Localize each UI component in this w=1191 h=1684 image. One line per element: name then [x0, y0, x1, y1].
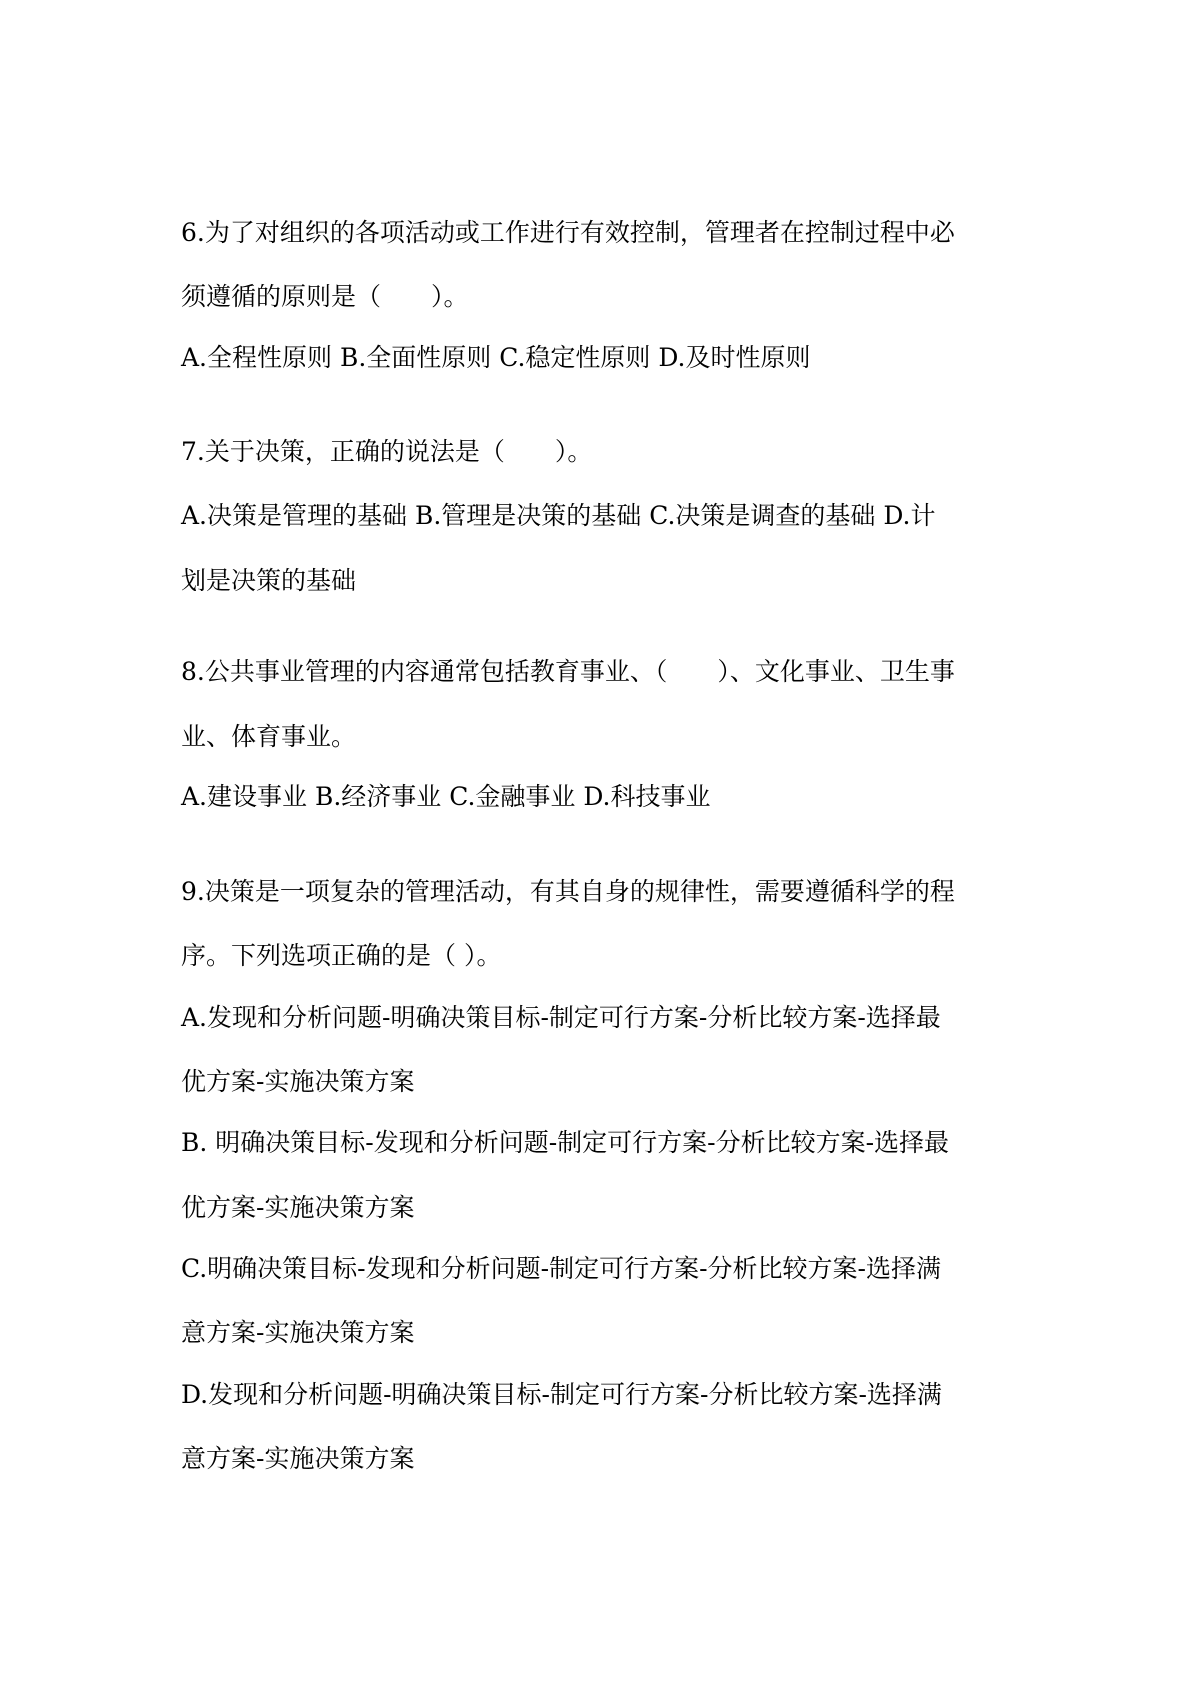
- question-9-option-b-line-1: B. 明确决策目标-发现和分析问题-制定可行方案-分析比较方案-选择最: [181, 1128, 950, 1157]
- question-6-stem-line-1: 6.为了对组织的各项活动或工作进行有效控制，管理者在控制过程中必: [181, 218, 955, 247]
- question-8-stem-line-2: 业、体育事业。: [181, 722, 357, 751]
- question-9-option-a-line-2: 优方案-实施决策方案: [181, 1067, 415, 1096]
- question-9-option-d-line-1: D.发现和分析问题-明确决策目标-制定可行方案-分析比较方案-选择满: [181, 1380, 942, 1409]
- question-9-stem-line-2: 序。下列选项正确的是（ ）。: [181, 941, 502, 970]
- question-9-option-c-line-1: C.明确决策目标-发现和分析问题-制定可行方案-分析比较方案-选择满: [181, 1254, 941, 1283]
- question-9-option-b-line-2: 优方案-实施决策方案: [181, 1193, 415, 1222]
- question-8-stem-line-1: 8.公共事业管理的内容通常包括教育事业、（ ）、文化事业、卫生事: [181, 657, 955, 686]
- question-9-option-c-line-2: 意方案-实施决策方案: [181, 1318, 415, 1347]
- question-9-option-a-line-1: A.发现和分析问题-明确决策目标-制定可行方案-分析比较方案-选择最: [181, 1003, 941, 1032]
- question-6-stem-line-2: 须遵循的原则是（ ）。: [181, 282, 469, 311]
- question-7-stem-line-1: 7.关于决策，正确的说法是（ ）。: [181, 437, 593, 466]
- question-7-options-line-1: A.决策是管理的基础 B.管理是决策的基础 C.决策是调查的基础 D.计: [181, 501, 936, 530]
- question-7-options-line-2: 划是决策的基础: [181, 566, 357, 595]
- question-9-option-d-line-2: 意方案-实施决策方案: [181, 1444, 415, 1473]
- question-6-options: A.全程性原则 B.全面性原则 C.稳定性原则 D.及时性原则: [181, 343, 811, 372]
- question-8-options: A.建设事业 B.经济事业 C.金融事业 D.科技事业: [181, 782, 711, 811]
- question-9-stem-line-1: 9.决策是一项复杂的管理活动，有其自身的规律性，需要遵循科学的程: [181, 877, 955, 906]
